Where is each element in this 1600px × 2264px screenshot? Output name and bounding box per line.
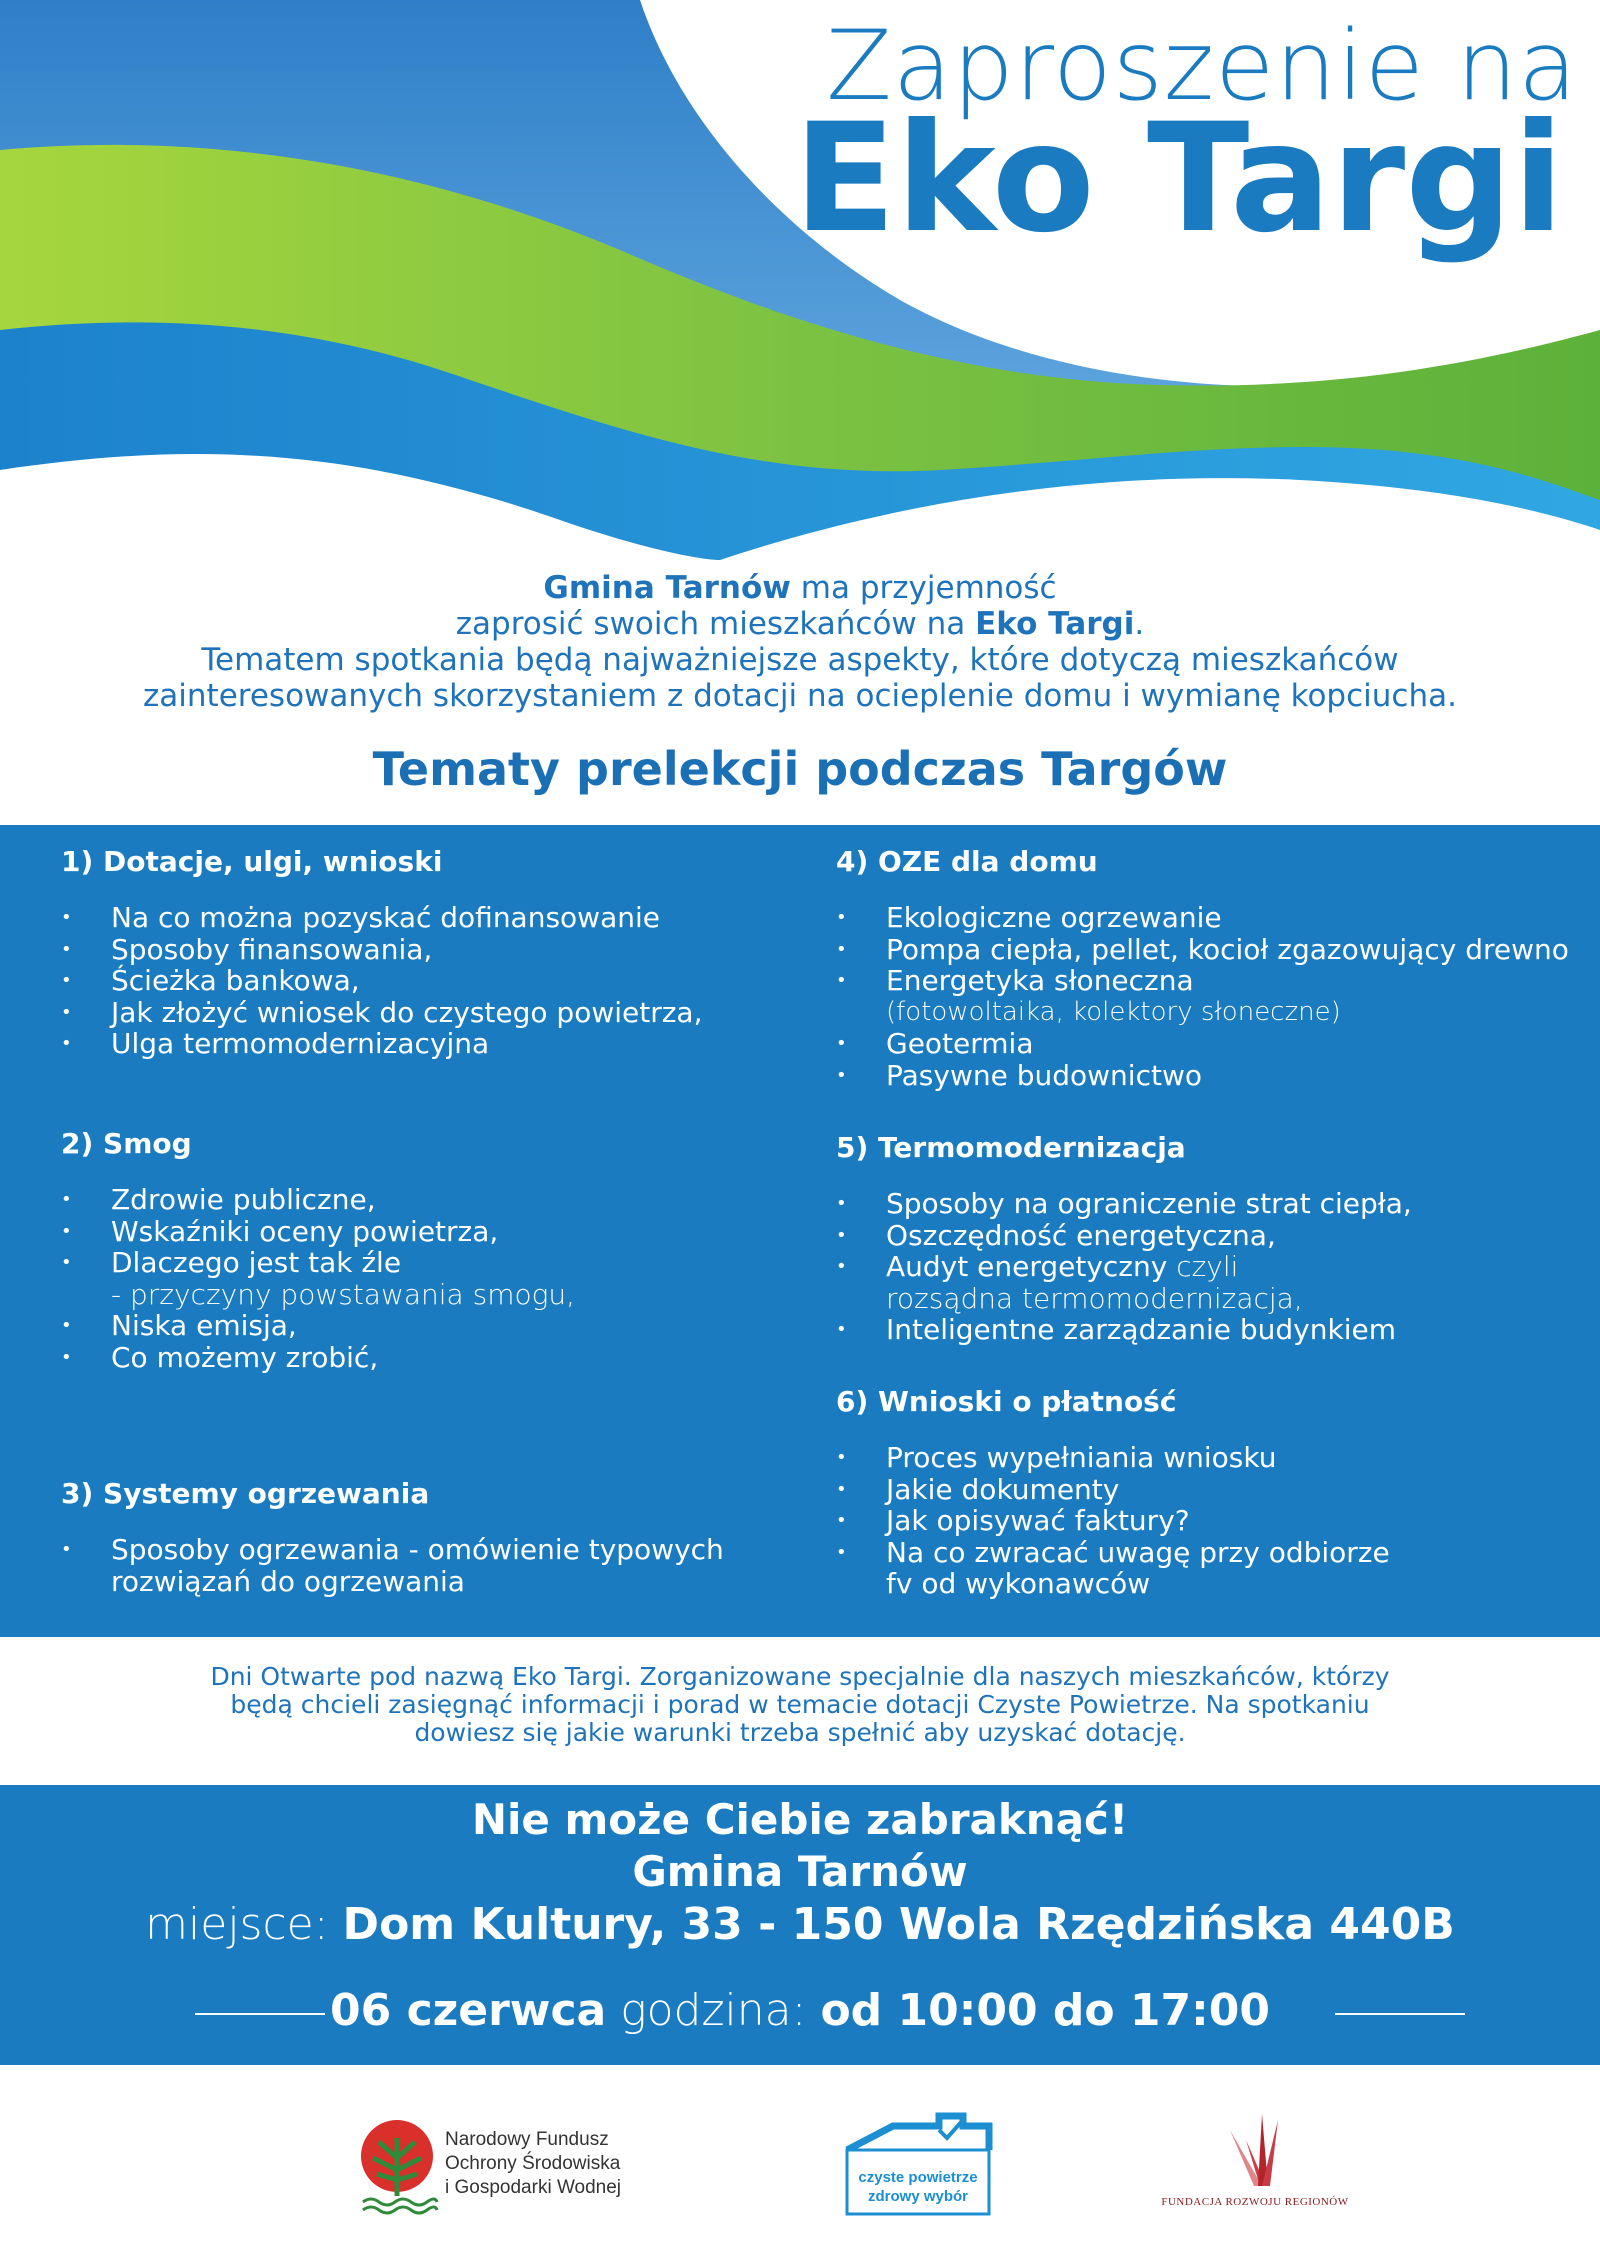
time-label: godzina: [606,1985,821,2036]
list-item: • Dlaczego jest tak źle [61,1247,575,1279]
event-description [140,1663,1460,1747]
topic-section-6 [836,1385,1390,1600]
list-item-continuation: (fotowoltaika, kolektory słoneczne) [886,996,1341,1027]
event-date: 06 czerwca [330,1985,607,2036]
list-item: • Sposoby na ograniczenie strat ciepła, [836,1188,1412,1220]
event-time: od 10:00 do 17:00 [820,1985,1270,2036]
czyste-powietrze-logo [843,2110,993,2220]
intro-line3: Tematem spotkania będą najważniejsze aspekty, które dotyczą mieszkańców [201,642,1399,678]
list-item-continuation: rozsądna termomodernizacja, [886,1281,1303,1315]
intro-line1-rest: ma przyjemność [790,570,1057,606]
list-item: • Jak złożyć wniosek do czystego powietrza, [61,997,703,1029]
nfosigw-emblem-icon [357,2118,439,2218]
nfosigw-line3: i Gospodarki Wodnej [445,2177,622,2198]
hero-banner [0,0,1600,560]
title-line1: Zaproszenie na [826,10,1578,122]
topic-section-4 [836,845,1569,1091]
list-item-continuation: - przyczyny powstawania smogu, [111,1277,576,1311]
topic-list [836,1442,1390,1600]
list-item: • Na co zwracać uwagę przy odbiorze [836,1537,1390,1569]
list-item: • Oszczędność energetyczna, [836,1220,1412,1252]
topics-panel [0,825,1600,1637]
list-item: • Geotermia [836,1028,1569,1060]
list-item-text: Audyt energetyczny [886,1250,1168,1283]
topic-title: 6) Wnioski o płatność [836,1385,1177,1418]
topic-title: 4) OZE dla domu [836,845,1098,878]
topic-title: 5) Termomodernizacja [836,1131,1186,1164]
topic-section-3 [61,1477,724,1597]
event-datetime [0,1985,1600,2036]
intro-line1 [0,570,1600,606]
list-item: • Ulga termomodernizacyjna [61,1028,703,1060]
sponsor-logos [0,2065,1600,2264]
topic-title: 3) Systemy ogrzewania [61,1477,430,1510]
event-info-band [0,1785,1600,2065]
list-item: • Ścieżka bankowa, [61,965,703,997]
czyste-powietrze-text [845,2168,991,2206]
frr-emblem-icon [1150,2110,1360,2194]
list-item: • Na co można pozyskać dofinansowanie [61,902,703,934]
intro-line2 [0,606,1600,642]
list-item: • Ekologiczne ogrzewanie [836,902,1569,934]
nfosigw-name [445,2128,621,2200]
cp-line2: zdrowy wybór [867,2188,968,2205]
list-item-continuation: rozwiązań do ogrzewania [111,1564,465,1598]
topic-section-1 [61,845,703,1060]
list-item-text-light: czyli [1167,1250,1239,1283]
place-label: miejsce: [145,1899,343,1950]
intro-line2-bold: Eko Targi [975,606,1135,642]
list-item: • Sposoby finansowania, [61,934,703,966]
intro-line2-start: zaprosić swoich mieszkańców na [455,606,976,642]
list-item: • Wskaźniki oceny powietrza, [61,1216,575,1248]
list-item: • Pompa ciepła, pellet, kocioł zgazowujący drewno [836,934,1569,966]
topic-list [61,1534,724,1597]
list-item-continuation: fv od wykonawców [886,1567,1151,1600]
topic-section-2 [61,1127,575,1373]
event-place [0,1899,1600,1950]
topic-list [61,902,703,1060]
list-item: • Niska emisja, [61,1310,575,1342]
frr-logo [1150,2110,1360,2220]
list-item: • Energetyka słoneczna [836,965,1569,997]
list-item: • Zdrowie publiczne, [61,1184,575,1216]
intro-gmina: Gmina Tarnów [543,570,791,606]
topics-heading: Tematy prelekcji podczas Targów [372,742,1228,796]
place-value: Dom Kultury, 33 - 150 Wola Rzędzińska 440B [342,1899,1455,1950]
intro-text [0,570,1600,714]
list-item: • Sposoby ogrzewania - omówienie typowych [61,1534,724,1566]
list-item: • Jak opisywać faktury? [836,1505,1390,1537]
list-item: • Pasywne budownictwo [836,1060,1569,1092]
call-to-action: Nie może Ciebie zabraknąć! [471,1795,1129,1844]
nfosigw-line1: Narodowy Fundusz [445,2129,609,2150]
list-item: • Co możemy zrobić, [61,1342,575,1374]
organizer-name: Gmina Tarnów [632,1847,968,1896]
list-item: • Jakie dokumenty [836,1474,1390,1506]
divider-right [1335,2013,1465,2015]
topic-list [836,902,1569,1091]
nfosigw-logo [357,2118,647,2228]
topic-title: 2) Smog [61,1127,192,1160]
list-item: • Inteligentne zarządzanie budynkiem [836,1314,1412,1346]
title-line2: Eko Targi [793,92,1564,266]
topic-title: 1) Dotacje, ulgi, wnioski [61,845,443,878]
topic-list [836,1188,1412,1346]
intro-line2-end: . [1134,606,1145,642]
frr-name: FUNDACJA ROZWOJU REGIONÓW [1161,2196,1349,2208]
event-description-line2: będą chcieli zasięgnąć informacji i porad w temacie dotacji Czyste Powietrze. Na spotkaniu [230,1690,1370,1719]
topic-section-5 [836,1131,1412,1346]
nfosigw-line2: Ochrony Środowiska [445,2153,621,2174]
event-description-line3: dowiesz się jakie warunki trzeba spełnić aby uzyskać dotację. [414,1718,1186,1747]
event-description-line1: Dni Otwarte pod nazwą Eko Targi. Zorganizowane specjalnie dla naszych mieszkańców, którzy [210,1662,1390,1691]
list-item [836,1251,1412,1283]
topic-list [61,1184,575,1373]
list-item: • Proces wypełniania wniosku [836,1442,1390,1474]
intro-line4: zainteresowanych skorzystaniem z dotacji na ocieplenie domu i wymianę kopciucha. [143,678,1457,714]
cp-line1: czyste powietrze [858,2169,978,2186]
